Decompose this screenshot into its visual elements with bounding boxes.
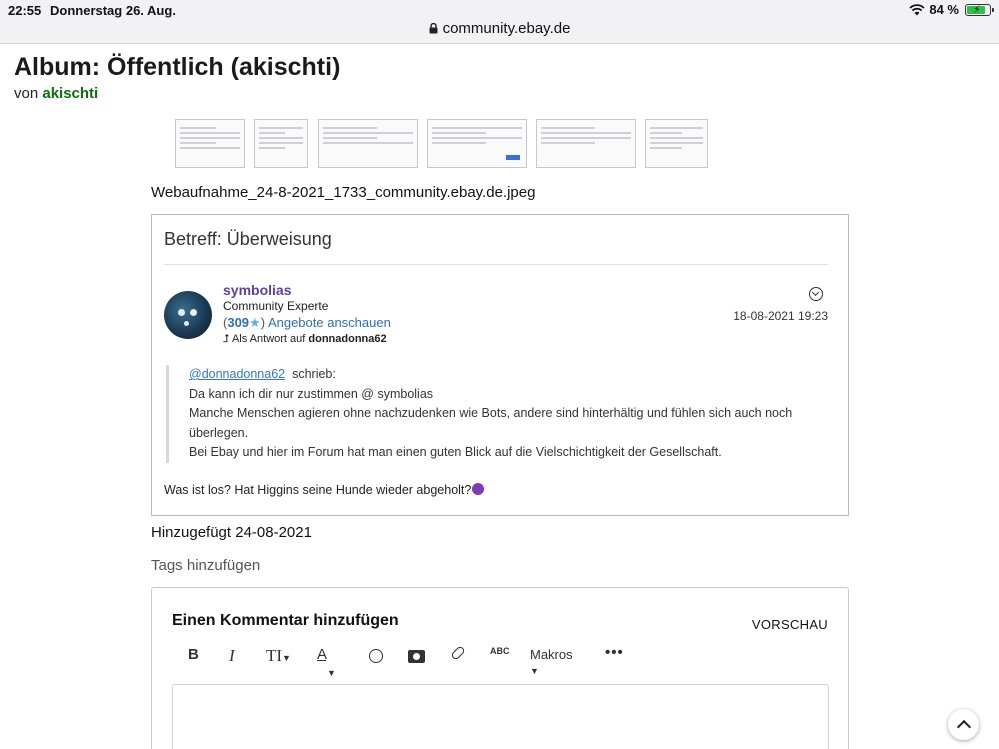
- reply-to-user: donnadonna62: [308, 333, 387, 345]
- status-indicators: [909, 2, 991, 17]
- battery-percent: 84 %: [929, 2, 959, 17]
- clock: 22:55: [8, 3, 42, 18]
- link-icon[interactable]: [450, 645, 466, 661]
- thumbnail[interactable]: [175, 119, 245, 168]
- star-icon: ★: [249, 315, 261, 330]
- font-size-icon: TI: [266, 646, 283, 665]
- italic-button[interactable]: I: [229, 646, 235, 665]
- preview-button[interactable]: VORSCHAU: [751, 617, 828, 632]
- makros-dropdown[interactable]: [530, 647, 573, 677]
- post-text: Was ist los? Hat Higgins seine Hunde wieder abgeholt?: [164, 483, 472, 497]
- thumbnail[interactable]: [254, 119, 308, 168]
- quote-block: [166, 365, 806, 463]
- text-color-icon: A: [317, 646, 327, 663]
- user-rank: Community Experte: [223, 299, 329, 313]
- avatar: [164, 291, 212, 339]
- caret-down-icon: ▼: [530, 666, 539, 676]
- chevron-down-icon: [809, 287, 823, 301]
- offers-link: Angebote anschauen: [267, 315, 391, 330]
- caret-down-icon: ▼: [282, 653, 291, 663]
- wifi-icon: [909, 4, 925, 16]
- quote-line: Da kann ich dir nur zustimmen @ symbolias: [189, 386, 434, 401]
- thumbnail[interactable]: [318, 119, 418, 168]
- date: Donnerstag 26. Aug.: [50, 3, 176, 18]
- author-link[interactable]: akischti: [42, 85, 99, 102]
- reply-arrow-icon: ⮥: [223, 333, 230, 345]
- image-filename: Webaufnahme_24-8-2021_1733_community.ebay.de.jpeg: [151, 184, 536, 201]
- camera-icon[interactable]: [408, 650, 425, 663]
- thumbnail[interactable]: [536, 119, 636, 168]
- thumbnail[interactable]: [645, 119, 708, 168]
- user-stats: (309★) Angebote anschauen: [223, 315, 391, 330]
- comment-panel: [151, 587, 849, 749]
- divider: [164, 264, 828, 265]
- more-options-button[interactable]: •••: [605, 644, 624, 661]
- quote-wrote: schrieb:: [292, 367, 336, 381]
- kudos-count: 309: [227, 315, 250, 330]
- makros-label: Makros: [530, 647, 573, 662]
- url-text: community.ebay.de: [442, 20, 571, 37]
- quote-mention: @donnadonna62: [189, 367, 286, 381]
- scroll-to-top-button[interactable]: [948, 709, 979, 740]
- spellcheck-button[interactable]: ABC: [490, 646, 510, 656]
- added-date: Hinzugefügt 24-08-2021: [151, 524, 312, 541]
- thumbnail[interactable]: [427, 119, 527, 168]
- reply-info: [223, 333, 387, 346]
- post-username: symbolias: [223, 282, 292, 298]
- post-subject: Betreff: Überweisung: [164, 229, 332, 249]
- post-body: [164, 483, 484, 497]
- post-date: 18-08-2021 19:23: [733, 309, 828, 323]
- quote-line: überlegen.: [189, 425, 249, 440]
- status-bar: [0, 0, 999, 44]
- emoji-icon[interactable]: [369, 649, 383, 663]
- comment-title: Einen Kommentar hinzufügen: [172, 612, 399, 629]
- caret-down-icon: ▼: [327, 668, 336, 678]
- bold-button[interactable]: B: [188, 646, 199, 663]
- reply-prefix: Als Antwort auf: [231, 333, 306, 345]
- byline-prefix: von: [14, 85, 39, 102]
- album-byline: [14, 85, 98, 102]
- address-bar[interactable]: [0, 20, 999, 37]
- album-image[interactable]: [151, 214, 849, 516]
- lock-icon: [429, 23, 438, 34]
- quote-line: Manche Menschen agieren ohne nachzudenken wie Bots, andere sind hinterhältig und fühlen sich auch noch: [189, 406, 793, 420]
- font-size-button[interactable]: [266, 646, 291, 666]
- comment-editor[interactable]: [172, 684, 829, 749]
- page-title: Album: Öffentlich (akischti): [14, 53, 341, 81]
- text-color-button[interactable]: [317, 646, 336, 680]
- add-tags-link[interactable]: Tags hinzufügen: [151, 557, 261, 574]
- quote-line: Bei Ebay und hier im Forum hat man einen guten Blick auf die Vielschichtigkeit der Gesellschaft.: [189, 445, 722, 459]
- battery-icon: ⚡: [965, 4, 991, 16]
- quote-header: [189, 365, 806, 385]
- devil-emoji-icon: [472, 483, 484, 495]
